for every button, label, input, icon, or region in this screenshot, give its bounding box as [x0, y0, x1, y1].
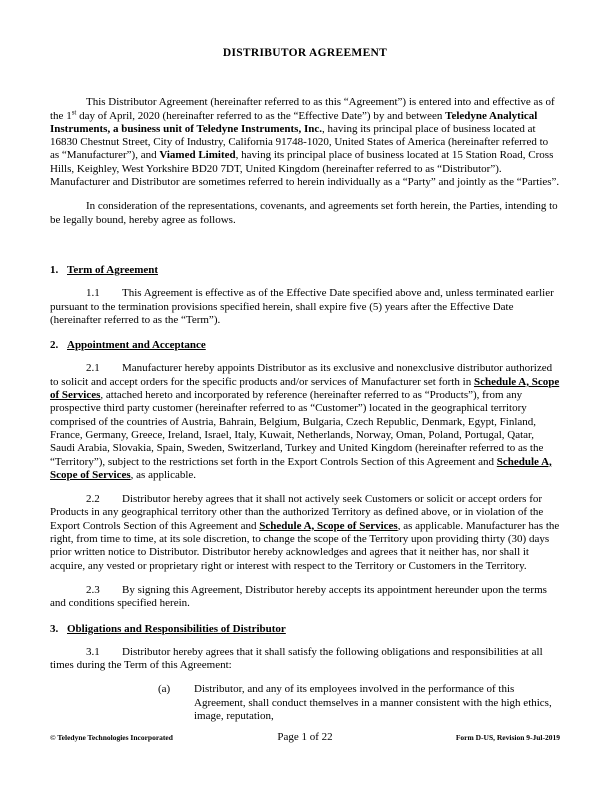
section-heading	[50, 264, 560, 277]
numbered-paragraph	[50, 493, 560, 573]
paragraph-number: 2.2	[86, 493, 100, 506]
text-run: This Agreement is effective as of the Effective Date specified above and, unless terminated earlier pursuant to the termination provisions specified herein, shall expire five (5) years after the Effective Date (hereinafter referred to as the “Term”).	[50, 287, 554, 326]
text-run: , as applicable. Manufacturer has the right, from time to time, at its sole discretion, to change the scope of the Territory upon providing thirty (30) days prior written notice to Distributor. Distributor hereby acknowledges and agrees that it neither has, nor shall it acquire, any vested or proprietary right or interest with respect to the Territory or Customers in the Territory.	[50, 519, 560, 572]
document-title: DISTRIBUTOR AGREEMENT	[222, 47, 388, 59]
document-content	[50, 47, 560, 723]
text-run: , attached hereto and incorporated by reference (hereinafter referred to as “Products”), from any prospective third party customer (hereinafter referred to as “Customer”) located in the geographical territory comprised of the countries of Austria, Bahrain, Belgium, Bulgaria, Czech Republic, Denmark, Egypt, Finland, France, Germany, Greece, Ireland, Israel, Italy, Kuwait, Netherlands, Norway, Oman, Poland, Portugal, Qatar, Saudi Arabia, Slovakia, Spain, Sweden, Switzerland, Turkey and United Kingdom (hereinafter referred to as the “Territory”), subject to the restrictions set forth in the Export Controls Section of this Agreement and	[50, 389, 544, 468]
numbered-paragraph	[50, 362, 560, 482]
paragraph-number: 3.1	[86, 645, 100, 658]
item-label: (a)	[158, 683, 171, 696]
numbered-paragraph	[50, 287, 560, 327]
document-body	[50, 96, 560, 723]
text-run: Distributor hereby agrees that it shall not actively seek Customers or solicit or accept orders for Products in any geographical territory other than the authorized Territory as defined above, or in violation of the Export Controls Section of this Agreement and	[50, 493, 544, 532]
lettered-item	[158, 683, 560, 723]
footer-page-number: Page 1 of 22	[277, 731, 333, 743]
text-run: , having its principal place of business located at 15 Station Road, Cross Hills, Keighley, West Yorkshire BD20 7DT, United Kingdom (hereinafter referred to as “Distributor”). Manufacturer and Distributor are sometimes referred to herein individually as a “Party” and jointly as the “Parties”.	[50, 149, 560, 189]
text-run: This Distributor Agreement (hereinafter referred to as this “Agreement”) is entered into and effective as of the 1	[50, 96, 555, 122]
footer-form-revision: Form D-US, Revision 9-Jul-2019	[455, 733, 560, 742]
paragraph-number: 2.1	[86, 362, 100, 375]
text-run: Manufacturer hereby appoints Distributor as its exclusive and nonexclusive distributor authorized to solicit and accept orders for the specific products and/or services of Manufacturer set forth in	[50, 362, 553, 388]
section-title: Obligations and Responsibilities of Distributor	[67, 622, 286, 635]
text-run: In consideration of the representations, covenants, and agreements set forth herein, the Parties, intending to be legally bound, hereby agree as follows.	[50, 200, 558, 226]
text-run: Distributor hereby agrees that it shall satisfy the following obligations and responsibilities at all times during the Term of this Agreement:	[50, 645, 543, 672]
section-number: 3.	[50, 622, 59, 635]
section-heading	[50, 623, 560, 636]
paragraph	[50, 200, 560, 227]
text-run: Teledyne Analytical Instruments, a business unit of Teledyne Instruments, Inc.	[50, 109, 538, 135]
section-number: 2.	[50, 339, 59, 352]
text-run: Schedule A, Scope of Services	[259, 519, 398, 532]
text-run: Distributor, and any of its employees involved in the performance of this Agreement, shall conduct themselves in a manner consistent with the high ethics, image, reputation,	[194, 683, 552, 722]
text-run: st	[71, 107, 77, 116]
footer-copyright: © Teledyne Technologies Incorporated	[50, 733, 173, 742]
section-number: 1.	[50, 263, 59, 276]
paragraph-number: 1.1	[86, 287, 100, 300]
section-title: Appointment and Acceptance	[67, 339, 206, 352]
numbered-paragraph	[50, 584, 560, 611]
section-title: Term of Agreement	[67, 263, 159, 276]
text-run: , having its principal place of business located at 16830 Chestnut Street, City of Industry, California 91748-1020, United States of America (hereinafter referred to as “Manufacturer”), and	[50, 122, 549, 162]
text-run: Viamed Limited	[159, 149, 236, 162]
text-run: day of April, 2020 (hereinafter referred to as the “Effective Date”) by and between	[76, 109, 446, 122]
text-run: , as applicable.	[130, 468, 197, 481]
section-heading	[50, 339, 560, 352]
text-run: Schedule A, Scope of Services	[50, 375, 560, 402]
paragraph	[50, 96, 560, 189]
paragraph-number: 2.3	[86, 583, 100, 596]
text-run: By signing this Agreement, Distributor hereby accepts its appointment hereunder upon the terms and conditions specified herein.	[50, 583, 547, 610]
page-footer	[50, 731, 560, 744]
text-run: Schedule A, Scope of Services	[50, 455, 552, 481]
numbered-paragraph	[50, 646, 560, 673]
